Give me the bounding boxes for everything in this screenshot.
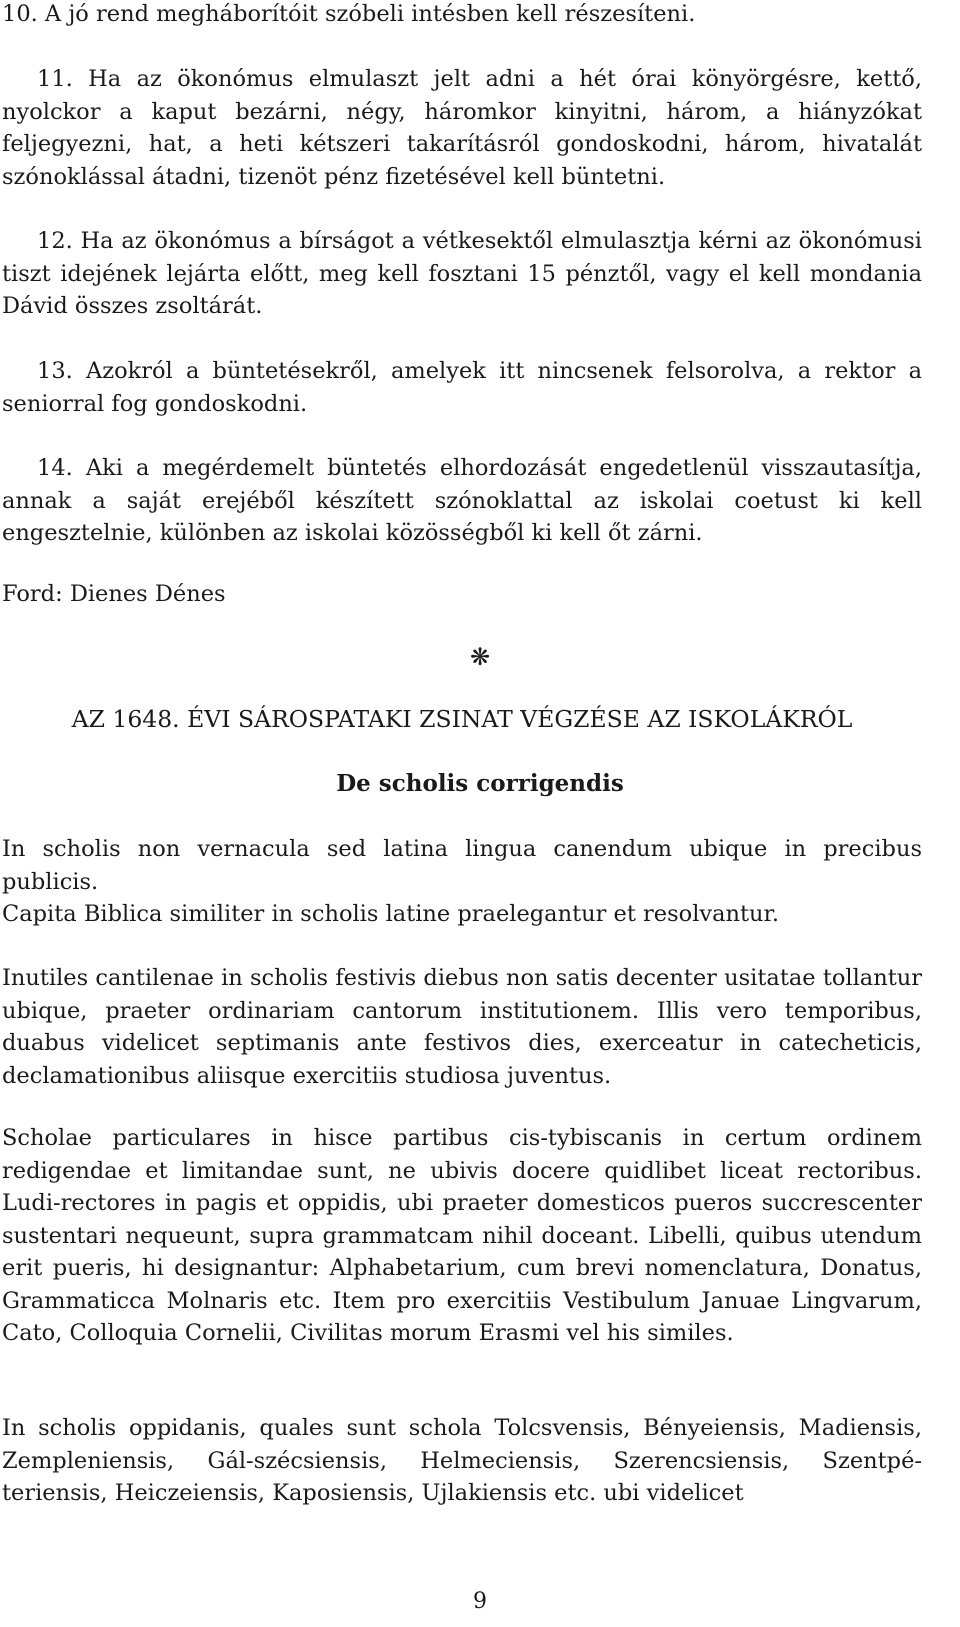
latin-paragraph-4: Scholae particulares in hisce partibus cis-tybiscanis in certum ordinem redigendae et limitandae sunt, ne ubivis docere quidlibet liceat rectoribus. Ludi-rectores in pagis et oppidis, ubi praeter domesticos pueros succrescenter sustentari nequeunt, supra grammatcam nihil doceant. Libelli, quibus utendum erit pueris, hi designantur: Alphabetarium, cum brevi nomenclatura, Donatus, Grammaticca Molnaris etc. Item pro exercitiis Vestibulum Januae Lingvarum, Cato, Colloquia Cornelii, Civilitas morum Erasmi vel his similes. <box>2 1125 922 1346</box>
translator-credit: Ford: Dienes Dénes <box>2 581 226 607</box>
section-heading: AZ 1648. ÉVI SÁROSPATAKI ZSINAT VÉGZÉSE AZ ISKOLÁKRÓL <box>71 705 853 733</box>
latin-paragraph-3: Inutiles cantilenae in scholis festivis diebus non satis decenter usitatae tollantur ubique, praeter ordinariam cantorum institutionem. Illis vero temporibus, duabus videlicet septimanis ante festivos dies, exerceatur in catecheticis, declamationibus aliisque exercitiis studiosa juventus. <box>2 965 922 1089</box>
paragraph-13: 13. Azokról a büntetésekről, amelyek itt nincsenek felsorolva, a rektor a seniorral fog gondoskodni. <box>2 358 922 417</box>
latin-paragraph-1: In scholis non vernacula sed latina lingua canendum ubique in precibus publicis. <box>2 836 922 895</box>
paragraph-10: 10. A jó rend megháborítóit szóbeli intésben kell részesíteni. <box>2 1 696 27</box>
paragraph-14: 14. Aki a megérdemelt büntetés elhordozását engedetlenül visszautasítja, annak a saját erejéből készített szónoklattal az iskolai coetust ki kell engesztelnie, különben az iskolai közösségből ki kell őt zárni. <box>2 455 922 546</box>
latin-paragraph-5: In scholis oppidanis, quales sunt schola Tolcsvensis, Bényeiensis, Madiensis, Zempleniensis, Gál-szécsiensis, Helmeciensis, Szerencsiensis, Szentpé-teriensis, Heiczeiensis, Kaposiensis, Ujlakiensis etc. ubi videlicet <box>2 1415 922 1506</box>
latin-paragraph-2: Capita Biblica similiter in scholis latine praelegantur et resolvantur. <box>2 901 779 927</box>
paragraph-11: 11. Ha az ökonómus elmulaszt jelt adni a hét órai könyörgésre, kettő, nyolckor a kaput bezárni, négy, háromkor kinyitni, három, a hiányzókat feljegyezni, hat, a heti kétszeri takarításról gondoskodni, három, hivatalát szónoklással átadni, tizenöt pénz fizetésével kell büntetni. <box>2 66 922 190</box>
page-number: 9 <box>473 1589 487 1614</box>
paragraph-12: 12. Ha az ökonómus a bírságot a vétkesektől elmulasztja kérni az ökonómusi tiszt idejének lejárta előtt, meg kell fosztani 15 pénztől, vagy el kell mondania Dávid összes zsoltárát. <box>2 228 922 319</box>
section-subheading: De scholis corrigendis <box>336 770 624 797</box>
separator-ornament-icon: ❋ <box>469 643 491 671</box>
